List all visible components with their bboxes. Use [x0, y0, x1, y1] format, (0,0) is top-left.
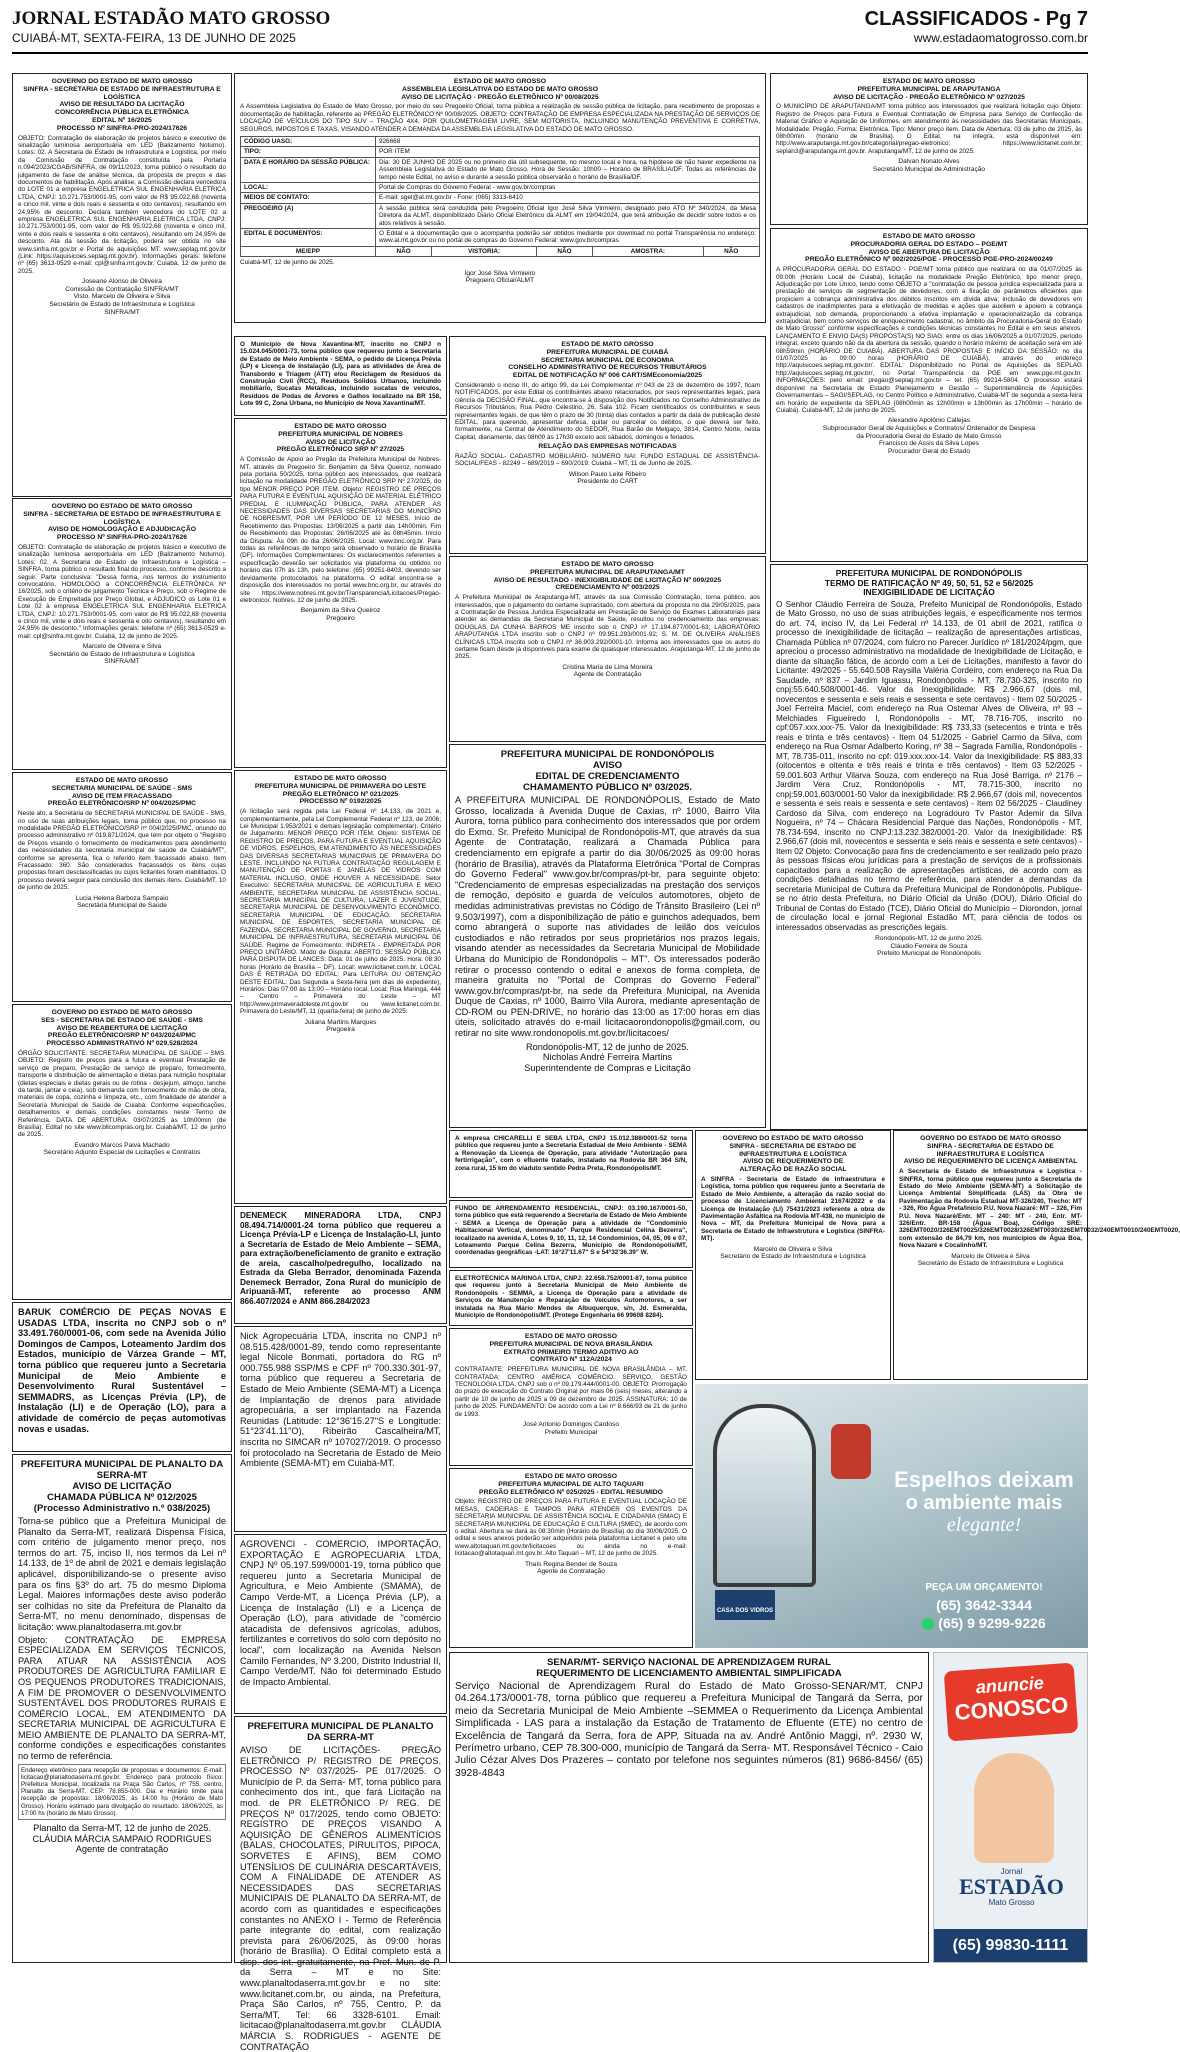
notice-date: Cuiabá-MT, 12 de junho de 2025. — [240, 259, 335, 267]
line: Superintendente de Compras e Licitação — [524, 1062, 691, 1073]
notice-cart-notificacao — [449, 336, 766, 554]
notice-body: Neste ato, a Secretária de SECRETARIA MUNICIPAL DE SAÚDE - SMS, no uso de suas atribuições legais, torna público que, no processo na modalidade PREGÃO ELETRÔNICO/SRP nº 004/2025/PMC, oriundo do processo administrativo nº 019.871/2024, que tem por objeto o "Registro de Preços visando o fornecimento de medicamentos para atendimento das necessidades da secretaria municipal de saúde de Cuiabá/MT", conforme se apresenta, fica o referido item fracassado abaixo. Item Fracassado: 360. São considerados fracassados os itens cujas propostas foram desclassificadas ou cujos licitantes foram inabilitados. O processo deverá seguir para conclusão dos demais itens. Cuiabá/MT, 10 de junho de 2025. — [18, 810, 226, 892]
table-value: Portal de Compras do Governo Federal - www.gov.br/compras — [375, 183, 759, 193]
logo-main: ESTADÃO — [959, 1874, 1064, 1899]
line: da Procuradoria Geral do Estado de Mato Grosso — [856, 432, 1002, 440]
line: CHAMADA PÚBLICA Nº 012/2025 — [47, 1492, 197, 1503]
notice-araputanga-credenciamento — [449, 556, 766, 742]
line: Prefeito Municipal de Rondonópolis — [877, 950, 981, 958]
notice-signature — [455, 664, 760, 679]
notice-header — [776, 569, 1082, 598]
line: Lucia Helena Barboza Sampaio — [75, 894, 169, 902]
table-key: PREGOEIRO (A) — [241, 203, 376, 228]
notice-body: (A licitação será regida pela Lei Federal nº 14.133, de 2021 e, complementarmente, pela Lei Complementar Federal nº 123, de 2006; Lei Municipal 1.953/2021 e demais legislação complementar). Critério de Julgamento: MENOR PREÇO POR ITEM. Objeto: SISTEMA DE REGISTRO DE PREÇOS, PARA FUTURA E EVENTUAL AQUISIÇÃO DE VIDROS, ESPELHOS, EM ATENDIMENTO ÀS NECESSIDADES DAS DIVERSAS SECRETARIAS MUNICIPAIS DE PRIMAVERA DO LESTE. INCLUINDO NA FUTURA CONTRATAÇÃO REGULAGEM E MANUTENÇÃO DE PORTAS E JANELAS DE VIDROS COM MATERIAL INCLUSO, ONDE HOUVER A NECESSIDADE. Setor Executivo: SECRETARIA MUNICIPAL DE AGRICULTURA E MEIO AMBIENTE, SECRETARIA MUNICIPAL DE ASSISTÊNCIA SOCIAL, SECRETARIA MUNICIPAL DE CULTURA, LAZER E JUVENTUDE, SECRETARIA MUNICIPAL DE DESENVOLVIMENTO ECONÔMICO, SECRETARIA MUNICIPAL DE EDUCAÇÃO, SECRETARIA MUNICIPAL DE ESPORTES, SECRETARIA MUNICIPAL DE FAZENDA, SECRETARIA MUNICIPAL DE GOVERNO, SECRETARIA MUNICIPAL DE INFRAESTRUTURA, SECRETARIA MUNICIPAL DE SAÚDE. Regime de Fornecimento: INDIRETA - EMPREITADA POR PREÇO UNITÁRIO. Modo de Disputa: ABERTO. SESSÃO PÚBLICA PARA DISPUTA DE LANCES: Data: 01 de julho de 2025. Hora: 08:30 horas (Horário de Brasília – DF). Local: www.licitanet.com.br. LOCAL DAS E RETIRADA DO EDITAL: Para LEITURA OU OBTENÇÃO DESTE EDITAL: Das Segunda a Sexta-feira (em dias de expediente), Horários: Das 07:00 às 13:00 – Horário local. Local: Rua Maringá, 444 – Centro – Primavera do Leste – MT http://www.primaveradoleste.mt.gov.br ou www.licitanet.com.br. Primavera do Leste/MT, 11 (quarta-feira) de junho de 2025. — [240, 808, 441, 1016]
table-value: A sessão pública será conduzida pelo Pregoeiro Oficial Igor José Silva Virmieiro, designado pelo ATO Nº 340/2024, da Mesa Diretora da ALMT, disponibilizado Diário Oficial Eletrônico da ALMT em 19/04/2024, que terá atribuição de decidir sobre todos e os atos relativos à sessão. — [375, 203, 759, 228]
line: PROCESSO ADMINISTRATIVO Nº 029.528/2024 — [46, 1040, 198, 1048]
whatsapp-icon — [922, 1618, 934, 1630]
line: PREFEITURA MUNICIPAL DE NOVA BRASILÂNDIA — [489, 1340, 653, 1348]
casa-dos-vidros-logo: CASA DOS VIDROS — [715, 1590, 775, 1620]
notice-alto-taquari — [449, 1468, 693, 1648]
notice-signature — [240, 607, 441, 622]
table-row — [241, 183, 760, 193]
line: ALTERAÇÃO DE RAZÃO SOCIAL — [739, 1166, 847, 1174]
logo-badge — [831, 1424, 871, 1479]
line: SECRETARIA MUNICIPAL DE SAÚDE - SMS — [51, 784, 193, 792]
notice-pge — [770, 228, 1088, 562]
notice-body: A PREFEITURA MUNICIPAL DE RONDONÓPOLIS, Estado de Mato Grosso, localizada à Avenida Duque de Caxias, nº 1000, Bairro Vila Aurora, torna público para conhecimento dos interessados que por ordem do Exmo. Sr. Prefeito Municipal de Rondonópolis-MT, que através da sua Agente de Contratação, realizará a Chamada Pública para credenciamento em epígrafe a partir do dia 30/06/2025 às 09:00 horas (horário de Brasília), através da Plataforma Eletrônica "Portal de Compras do Governo Federal" www.gov.br/compras/pt-br, para seguinte objeto: "Credenciamento de empresas especializadas na prestação dos serviços de remoção, depósito e guarda de veículos automotores, objeto de medidas administrativas previstas no Código de Trânsito Brasileiro (Lei nº 9.503/1997), com a disponibilização de pátio e guinchos adequados, bem como abrangerá o suporte nas atividades de leilão dos veículos custodiados e não retirados por seus proprietários nos prazos legais, visando atender as necessidades da Secretaria Municipal de Mobilidade Urbana do Município de Rondonópolis – MT". Os interessados poderão retirar o processo contendo o edital e anexos de forma completa, de maneira gratuita no "Portal de Compras do Governo Federal" www.gov.br/compras/pt-br, na sede da Prefeitura Municipal, na Avenida Duque de Caxias, nº 1000, Bairro Vila Aurora, mediante apresentação de CD-ROM ou PEN-DRIVE, no horário das 13:00 as 17:00 horas em dias úteis, solicitado através do e-mail licitacaorondonopolis@gmail.com, ou retirar no site www.rondonopolis.mt.gov.br/licitacoes/ — [455, 795, 760, 1039]
line: AVISO — [592, 760, 623, 771]
line: Pregoeiro Oficial/ALMT — [465, 277, 535, 285]
notice-table-footer — [241, 246, 760, 256]
line: Presidente do CART — [577, 478, 638, 486]
notice-sinfra-razao-social — [695, 1130, 891, 1380]
notice-header — [18, 1459, 226, 1514]
notice-header — [240, 78, 760, 101]
line: Marcelo de Oliveira e Silva — [951, 1252, 1030, 1260]
notice-body: O Senhor Cláudio Ferreira de Souza, Prefeito Municipal de Rondonópolis, Estado de Mato Grosso, no uso de suas atribuições legais, e especificamente nos termos do art. 74, inciso IV, da Lei Federal nº 14.133, de 01 abril de 2021, ratifica o processo de inexigibilidade de licitação – realização de apresentações artísticas, Chamada Pública nº 07/2024, com fulcro no Parecer Jurídico nº 181/2024/pgm, que apreciou o processo administrativo na modalidade de Inexigibilidade de Licitação, e diante da situação fática, de acordo com a Lei de Licitações, manifesto a favor do Licitante: 49/2025 - 55.640.508 Raysilla Valéria Cordeiro, com endereço na Rua Da Saudade, nº 837 – Jardim Iguassu, Rondonópolis - MT, 78.730-325, inscrito no cnpj:55.640.508/0001-46. Valor da Inexigibilidade: R$ 2.966,67 (dois mil, novecentos e sessenta e seis reais e sessenta e sete centavos) - Item 02 50/2025 - Joel Ferreira Maciel, com endereço na Rua Ostemar Alves de Oliveira, nº 93 – Melchiades Figueiredo I, Rondonópolis - MT, 78.716-705, inscrito no cpf:057.xxx.xxx-75. Valor da Inexigibilidade: R$ 733,33 (setecentos e trinta e três reais e trinta e três centavos) - Item 04 51/2025 - Gabriel Carmo da Silva, com endereço na Rua Osmar Adalberto Koring, nº 38 – Sagrada Família, Rondonópolis - MT, 78.735-011, inscrito no cpf: 019.xxx.xxx-14. Valor da Inexigibilidade: R$ 883,33 (oitocentos e oitenta e três reais e trinta e três centavos) - Item 03 52/2025 - 59.001.603 Arthur Vilarva Souza, com endereço na Rua José Barriga, nº 2176 – Jardim Vera Cruz, Rondonópolis - MT, 78.715-300, inscrito no cnpj:59.001.603/0001-50 Valor da inexigibilidade: R$ 2.966,67 (dois mil, novecentos e sessenta e seis reais e sessenta e sete centavos) - Item 02 56/2025 - Claudiney Cardoso da Silva, com endereço na Logradouro Tv Pastor Ademir da Silva Nogueira, nº 74 – Chácara Residencial Parque das Nações, Rondonópolis - MT, 78.734-594, inscrito no CNPJ:13.232.382/0001-20. Valor da Inexigibilidade: R$ 2.966,67 (dois mil, novecentos e sessenta e seis reais e sessenta e sete centavos) - Item 02 Objeto: Convocação para fins de credenciamento e ser realizado pelo prazo às pessoas físicas e/ou jurídicas para a prestação de serviços de a profissionais capacitados para a realização de apresentações artísticas, de acordo com as condições detalhadas no termo de referência, para atender a demandas da secretaria Municipal de Cultura da Prefeitura Municipal de Rondonópolis. Publique-se no átrio desta Prefeitura, no Diário Oficial da União (DOU), Diário Oficial do Tribunal de Contas do Estado (TCE), Diário Oficial do Município – Diorondon, jornal de circulação local e jornal Regional Estadão MT, para ciência de todos os interessados observadas as prescrições legais. — [776, 599, 1082, 932]
table-value: 926668 — [375, 137, 759, 147]
line: PREGÃO ELETRÔNICO/SRP Nº 043/2024/PMC — [47, 1032, 197, 1040]
notice-nobres — [234, 418, 447, 768]
notice-body: OBJETO: Contratação de elaboração de projetos básico e executivo de sinalização luminosa aeroportuária em LED (Balizamento Noturno). Lotes: 02. A Secretaria de Estado de Infraestrutura e Logística, por meio da Comissão de Contratação constituída pela Portaria n.094/2023/CGAB/SINFRA, de 09/11/2023, torna público o resultado do julgamento de fase de análise técnica, da proposta de preços e das documentos de habilitação. Após análise, a Comissão declara vencedora do LOTE 01 a empresa ENGELETRICA SUL ENGENHARIA ELETRICA LTDA, CNPJ: 10.271.753/0001-95, com valor de R$ 95.022,68 (noventa e cinco mil, vinte e dois reais e sessenta e oito centavos), resultando em 24,95% de desconto. Declara também vencedora do LOTE 02 a empresa ENGELETRICA SUL ENGENHARIA ELETRICA LTDA, CNPJ: 10.271.753/0001-95, com valor de R$ 95.022,68 (noventa e cinco mil, vinte e dois reais e sessenta e oito centavos), resultando em 24,95% de desconto. Ata da sessão da licitação, poderá ser obtida no site www.sinfra.mt.gov.br e Portal de aquisições MT: www.seplag.mt.gov.br (Link: https://aquisicoes.seplag.mt.gov.br). Informações gerais: telefone nº (65) 3613-0529 e-mail: cpl@sinfra.mt.gov.br. Cuiabá, 12 de junho de 2025. — [18, 134, 226, 275]
table-value: E-mail: sgel@al.mt.gov.br - Fone: (065) 3313-6410 — [375, 193, 759, 203]
line: PREFEITURA MUNICIPAL DE ALTO TAQUARI — [498, 1480, 644, 1488]
notice-agrovenci — [234, 1534, 447, 1714]
line: PREGÃO ELETRÔNICO Nº 002/2025/PGE - PROCESSO PGE-PRO-2024/00249 — [805, 256, 1053, 264]
line: ESTADO DE MATO GROSSO — [882, 233, 976, 240]
table-footer-cell: NÃO — [375, 246, 431, 256]
notice-signature — [455, 1042, 760, 1074]
line: Secretário de Estado de Infraestrutura e Logística — [720, 1253, 866, 1261]
notice-chicarelli — [449, 1130, 693, 1198]
notice-fundo-arrendamento — [449, 1200, 693, 1268]
line: AVISO DE ABERTURA DE LICITAÇÃO — [868, 248, 990, 256]
mirror-illustration — [713, 1404, 816, 1587]
notice-body: BARUK COMÉRCIO DE PEÇAS NOVAS E USADAS LTDA, inscrita no CNPJ sob o nº 33.491.760/0001-06, com sede na Avenida Júlio Domingos de Campos, Loteamento Jardim dos Estados, município de Várzea Grande – MT, torna público que requereu junto a Secretaria Municipal de Meio Ambiente e Desenvolvimento Rural Sustentável – SEMMADRS, as Licenças Prévia (LP), de Instalação (LI) e de Operação (LO), para a atividade de comércio de peças automotivas novas e usadas. — [18, 1307, 226, 1434]
notice-body: A Comissão de Apoio ao Pregão da Prefeitura Municipal de Nobres-MT, através do Pregoeiro Sr. Benjamim da Silva Queiroz, nomeado pela portaria 50/2025, torna público aos interessados, que realizará licitação na modalidade PREGÃO ELETRÔNICO SRP Nº 27/2025, do tipo MENOR PREÇO POR ITEM. Objeto: REGISTRO DE PREÇOS PARA FUTURA E EVENTUAL AQUISIÇÃO DE MATERIAL ELÉTRICO PREDIAL E ILUMINAÇÃO PÚBLICA, PARA ATENDER AS NECESSIDADES DAS DIVERSAS SECRETARIAS DO MUNICÍPIO DE NOBRES/MT, POR UM PERÍODO DE 12 MESES. Início de Recebimento das Propostas: 13/06/2025 a partir das 14h00min. Fim de Recebimento das Propostas: 26/06/2025 até às 08h45min. Início da Disputa: Às 09h do dia 26/06/2025. Local: www.bnc.org.br. Para todas as referências de tempo será observado o horário de Brasília (DF). Informações Complementares: Os esclarecimentos referentes a especificação deverão ser solicitados via plataforma ou obtidos no horário das 07h às 13h, pelo telefone: (65) 99251-8403, devendo ser devidamente protocolados na plataforma. O edital encontra-se a disposição dos interessados no portal www.bnc.org.br, ou através do site https://www.nobres.mt.gov.br/Transparencia/Licitacoes/Pregao-eletronico/. Nobres, 12 de junho de 2025. — [240, 456, 441, 604]
line: Secretário de Estado de Infraestrutura e Logística — [49, 650, 195, 658]
notice-body: O Município de Nova Xavantina-MT, inscrito no CNPJ n 15.024.045/0001-73, torna público que requereu junto a Secretaria de Estado de Meio Ambiente - SEMA, o pedido de Licença Prévia (LP) e Licença de Instalação (LI), para as atividades de Área de Transbordo e Triagem (ATT) e/ou Reciclagem de Resíduos da Construção Civil (RCC), Resíduos Sólidos Urbanos, incluindo mobiliário, Sucatas Metálicas, incluindo sucatas de veículos, Resíduos de Podas de Árvores e Galhos localizado na BR 158, Lote 99 C, Zona Urbana, no Município de Nova Xavantina/MT. — [240, 341, 441, 408]
notice-header — [18, 777, 226, 808]
notice-body: CONTRATANTE: PREFEITURA MUNICIPAL DE NOVA BRASILÂNDIA – MT. CONTRATADA: CENTRO AMÉRICA COMÉRCIO, SERVIÇO, GESTÃO TECNOLOGIA LTDA, CNPJ sob o nº 09.179.444/0001-00. OBJETO: Prorrogação do prazo de execução do Contrato Original por mais 06 (seis) meses, alterando a partir de 10 de junho de 2025 a 09 de dezembro de 2025. ASSINATURA: 10 de junho de 2025. FUNDAMENTO: De acordo com a Lei nº 8.666/93 de 21 de junho de 1993. — [455, 1366, 687, 1418]
line: PREFEITURA MUNICIPAL DE NOBRES — [278, 430, 403, 438]
notice-body: Nick Agropecuária LTDA, inscrita no CNPJ nº 08.515.428/0001-89, tendo como representante legal Nicole Bonmati, portadora do RG nº 000.755.988 SSP/MS e CPF nº 700.330.301-97, torna público que requereu a Secretaria de Estado de Meio Ambiente (SEMA-MT) a Licença de Implantação de drenos para atividade agropecuária, a ser implantado na Fazenda Reunidas (Latitude: 12°36'15.27"S e Longitude: 51°23'41.11"O), Ribeirão Cascalheira/MT, inscrita no SIMCAR nº 107027/2019. O processo foi protocolado na Secretaria de Estado de Meio Ambiente (SEMA-MT) em Cuiabá-MT. — [240, 1331, 441, 1469]
ad-phone-2-wrap[interactable] — [885, 1615, 1083, 1631]
notice-sms-item-fracassado — [12, 772, 232, 1002]
table-row — [241, 193, 760, 203]
line: PREFEITURA MUNICIPAL DE RONDONÓPOLIS — [500, 749, 715, 760]
line: PREFEITURA MUNICIPAL DE ARAPUTANGA/MT — [530, 568, 685, 576]
line: Cristina Maria de Lima Moreira — [562, 663, 653, 671]
notice-ses-reabertura — [12, 1004, 232, 1300]
dateline: CUIABÁ-MT, SEXTA-FEIRA, 13 DE JUNHO DE 2025 — [12, 31, 296, 45]
line: INEXIGIBILIDADE DE LICITAÇÃO — [863, 587, 995, 598]
notice-info: Endereço eletrônico para recepção de propostas e documentos: E-mail: licitacao@planaltodaserra.mt.gov.br. Endereço para protocolo físico: Prefeitura Municipal, localizada na Praça São Carlos, nº 755, centro, Planalto da Serra-MT. CEP: 78.855-000. Dia e Horário limite para recepção de propostas: 18/06/2025, às 14:00 hs (Horário de Mato Grosso). Horário estimado para divulgação do resultado: 18/06/2025, às 17:00 hs (horário de Mato Grosso). — [18, 1764, 226, 1820]
line: Subprocurador Geral de Aquisições e Contratos/ Ordenador de Despesa — [822, 424, 1036, 432]
line: Francisco de Assis da Silva Lopes — [878, 440, 980, 448]
section-title: CLASSIFICADOS - Pg 7 — [864, 8, 1088, 30]
table-row — [241, 137, 760, 147]
notice-body: Torna-se público que a Prefeitura Municipal de Planalto da Serra-MT, realizará Dispensa Física, com critério de julgamento menor preço, nos termos do art. 75, inciso II, nos termos da Lei nº 14.133, de 1º de abril de 2021 e demais legislação aplicável, disponibilizando-se o presente aviso para os fins §3º do art. 75 do mesmo Diploma Legal. Maiores informações deste aviso poderão ser colhidas no site da Prefeitura de Planalto da Serra-MT, no menu denominado, dispensas de licitação: www.planaltodaserra.mt.gov.br — [18, 1516, 226, 1632]
line: EXTRATO PRIMEIRO TERMO ADITIVO AO — [503, 1348, 639, 1356]
ad-phone-1[interactable]: (65) 3642-3344 — [936, 1597, 1032, 1613]
line: SES - SECRETARIA DE ESTADO DE SAÚDE - SMS — [41, 1016, 203, 1024]
notice-signature — [240, 1019, 441, 1034]
notice-header — [18, 1009, 226, 1048]
line: Pregoeira — [326, 1026, 355, 1034]
ad-phone[interactable]: (65) 99830-1111 — [934, 1929, 1087, 1962]
notice-header — [701, 1135, 885, 1174]
line: Dalvan Nonato Alves — [898, 158, 960, 166]
line: AVISO DE LICITAÇÃO - PREGÃO ELETRÔNICO Nº 00/08/2025 — [401, 93, 599, 101]
line: ESTADO DE MATO GROSSO — [561, 561, 654, 568]
line: PROCURADORIA GERAL DO ESTADO – PGE/MT — [850, 240, 1008, 248]
notice-body: DENEMECK MINERADORA LTDA, CNPJ 08.494.714/0001-24 torna público que requereu a Licença Prévia-LP e Licença de Instalação-LI, junto a Secretaria de Estado de Meio Ambiente – SEMA, para extração/beneficiamento de granito e extração de areia, cascalho/pedregulho, localizado na Estrada da Gleba Berrador, denominada Fazenda Denemeck Berrador, Zona Rural do município de Aripuanã-MT, referente ao processo ANM 866.407/2024 e ANM 866.284/2023 — [240, 1211, 441, 1306]
notice-body: ELETROTECNICA MARINGA LTDA, CNPJ: 22.658.752/0001-87, torna público que requereu junto à Secretaria Municipal de Meio Ambiente de Rondonópolis - SEMMA, a Licença de Operação para a atividade de Serviços de Manutenção e Reparação de Veículos Automotores, a ser instalada na Rua Mário Mendes de Albuquerque, s/n, Jd. Esmeralda, Município de Rondonópolis/MT. (Protege Engenharia 66 99608 8284). — [455, 1275, 687, 1320]
notice-header — [18, 78, 226, 133]
line: SENAR/MT- SERVIÇO NACIONAL DE APRENDIZAGEM RURAL — [547, 1657, 831, 1668]
ad-headline-line-2: o ambiente mais — [905, 1492, 1063, 1514]
notice-signature — [701, 1246, 885, 1261]
line: SINFRA/MT — [104, 658, 140, 666]
line: PREGÃO ELETRÔNICO SRP Nº 27/2025 — [276, 446, 405, 454]
line: SINFRA - SECRETARIA DE ESTADO DE INFRAESTRUTURA E LOGÍSTICA — [23, 510, 221, 526]
line: EDITAL Nº 16/2025 — [92, 116, 152, 124]
line: Visto. Marcelo de Oliveira e Silva — [73, 293, 171, 301]
table-row — [241, 203, 760, 228]
line: EDITAL DE NOTIFICAÇÃO Nº 006 CART/SMEconomia/2025 — [512, 372, 703, 380]
ad-headline-line-3: elegante! — [946, 1514, 1022, 1536]
notice-table — [240, 136, 760, 257]
notice-signature — [776, 935, 1082, 958]
notice-senar — [449, 1652, 929, 1963]
line: Marcelo de Oliveira e Silva — [82, 643, 162, 651]
line: ESTADO DE MATO GROSSO — [524, 1473, 618, 1480]
table-footer-cell: VISTORIA: — [432, 246, 536, 256]
line: ESTADO DE MATO GROSSO — [294, 775, 387, 782]
line: CONSELHO ADMINISTRATIVO DE RECURSOS TRIBUTÁRIOS — [508, 364, 707, 372]
line: Rondonópolis-MT, 12 de junho 2025. — [875, 935, 983, 943]
line: ESTADO DE MATO GROSSO — [294, 423, 387, 430]
line: Prefeito Municipal — [544, 1428, 598, 1436]
line: Secretário Adjunto Especial de Licitações e Contratos — [43, 1149, 201, 1157]
line: GOVERNO DO ESTADO DE MATO GROSSO — [51, 1009, 193, 1016]
line: PREFEITURA MUNICIPAL DE PLANALTO DA SERRA-MT — [247, 1721, 434, 1743]
line: Juliana Martins Marques — [304, 1018, 377, 1026]
line: Marcelo de Oliveira e Silva — [753, 1245, 833, 1253]
line: Planalto da Serra-MT, 12 de junho de 2025. — [33, 1823, 211, 1834]
ad-headline — [885, 1468, 1083, 1536]
line: AVISO DE LICITAÇÃO — [305, 438, 376, 446]
line: Comissão de Contratação SINFRA/MT — [65, 285, 179, 293]
line: José Antonio Domingos Cardoso — [522, 1421, 620, 1429]
line: Igor José Silva Virmieiro — [464, 269, 536, 277]
notice-planalto-chamada — [12, 1454, 232, 1963]
line: PREFEITURA MUNICIPAL DE RONDONÓPOLIS — [835, 568, 1023, 578]
line: ESTADO DE MATO GROSSO — [75, 777, 169, 784]
ad-cta: PEÇA UM ORÇAMENTO! — [925, 1582, 1043, 1593]
notice-signature — [240, 270, 760, 285]
notice-body: OBJETO: Contratação de elaboração de projetos básico e executivo de sinalização luminosa aeroportuária em LED (Balizamento Noturno). Lotes: 02. A Secretaria de Estado de Infraestrutura e Logística – SINFRA, torna público o resultado final do processo, conforme descrito a seguir. Parte conclusiva: "Dessa forma, nos termos do instrumento convocatório, HOMOLOGO a CONCORRÊNCIA ELETRÔNICA Nº 16/2025, sob o critério de julgamento Técnica e Preço, sob o Regime de Execução de Empreitada por Preço Global, e ADJUDICO os Lote 01 e Lote 02 à empresa ENGELETRICA SUL ENGENHARIA ELETRICA LTDA, CNPJ: 10.271.753/0001-95, com valor de R$ 95.022,68 (noventa e cinco mil, vinte e dois reais e sessenta e oito centavos), resultando em 24,95% de desconto." Informações gerais: telefone nº (65) 3613-0529 e-mail: cpl@sinfra.mt.gov.br. Cuiabá, 12 de junho de 2025. — [18, 543, 226, 640]
notice-signature — [18, 643, 226, 666]
notice-signature — [776, 158, 1082, 173]
notice-header — [240, 423, 441, 454]
line: AVISO DE REQUERIMENTO DE LICENÇA AMBIENTAL — [903, 1158, 1078, 1166]
line: Joseane Alonso de Oliveira — [82, 278, 162, 286]
line: TERMO DE RATIFICAÇÃO Nº 49, 50, 51, 52 e 56/2025 — [824, 577, 1034, 588]
notice-body: Considerando o inciso III, do artigo 99, da Lei Complementar nº 043 de 23 de dezembro de 1997, ficam NOTIFICADOS, por este Edital os contribuintes abaixo relacionados, por seus representantes legais, para ciência da DECISÃO FINAL, que encontra-se à disposição dos Notificados no Conselho Administrativo de Recursos Tributários, Rua Pedro Celestino, 26, Sala 102. Ficam cientificados os contribuintes e seus representantes legais, de que têm o prazo de 30 (trinta) dias contados a partir da data de publicação deste EDITAL, para querendo, apresentar defesa, quitar ou parcelar os débitos, o que deverá ser feito, formalmente, na Central de Atendimento do SEDOR, Rua Barão de Melgaço, 3814, Centro Norte, nesta Capital, diariamente, das 08h00 às 17h30 exceto aos sábados, domingos e feriados. — [455, 381, 760, 441]
line: Secretária Municipal de Saúde — [77, 902, 167, 910]
line: ESTADO DE MATO GROSSO — [453, 78, 547, 85]
table-key: CÓDIGO UASG: — [241, 137, 376, 147]
line: Procurador Geral do Estado — [887, 447, 971, 455]
line: Nicholas André Ferreira Martins — [542, 1052, 673, 1063]
notice-header — [776, 233, 1082, 264]
notice-header — [455, 1333, 687, 1364]
line: Agente de Contratação — [573, 671, 642, 679]
table-key: EDITAL E DOCUMENTOS: — [241, 229, 376, 247]
line: GOVERNO DO ESTADO DE MATO GROSSO — [722, 1135, 864, 1142]
line: SINFRA/MT — [104, 308, 140, 316]
notice-header — [240, 775, 441, 806]
line: PROCESSO Nº 0192/2025 — [299, 798, 382, 806]
notice-sinfra-licenca — [893, 1130, 1180, 1380]
ad-phone-2: (65) 9 9299-9226 — [938, 1615, 1046, 1631]
masthead-left — [12, 8, 330, 46]
line: SINFRA - SECRETARIA DE ESTADO DE INFRAESTRUTURA E LOGÍSTICA — [729, 1142, 857, 1158]
line: PREGÃO ELETRÔNICO/SRP Nº 004/2025/PMC — [47, 800, 197, 808]
line: PREFEITURA MUNICIPAL DE ARAPUTANGA — [857, 85, 1001, 93]
notice-sinfra-homologacao — [12, 498, 232, 770]
notice-header — [18, 503, 226, 542]
notice-header — [455, 749, 760, 793]
line: AVISO DE HOMOLOGAÇÃO E ADJUDICAÇÃO — [47, 526, 197, 534]
notice-araputanga-pregao — [770, 73, 1088, 225]
table-footer-cell: NÃO — [536, 246, 592, 256]
line: ESTADO DE MATO GROSSO — [882, 78, 976, 85]
notice-body: Objeto: REGISTRO DE PREÇOS PARA FUTURA E EVENTUAL LOCAÇÃO DE MESAS, CADEIRAS E TAMPOS PARA ATENDER OS EVENTOS DA SECRETARIA MUNICIPAL DE ASSISTÊNCIA SOCIAL E CIDADANIA (SMAC) E SECRETARIA MUNICIPAL DE EDUCAÇÃO E CULTURA (SMEC), de acordo com o edital. Abertura se dará às 08:30min (Horário de Brasília) do dia 30/06/2025. O edital e seus anexos poderão ser adquiridos pela plataforma Licitanet e pelo site www.altotaquari.mt.gov.br/licitacoes ou ainda no e-mail: licitacao@altotaquari.mt.gov.br. Alto Taquari – MT, 12 de junho de 2025. — [455, 1498, 688, 1558]
notice-signature — [18, 1823, 226, 1855]
notice-sinfra-resultado — [12, 73, 232, 497]
line: ASSEMBLEIA LEGISLATIVA DO ESTADO DE MATO GROSSO — [402, 85, 598, 93]
line: CONTRATO Nº 112A/2024 — [530, 1356, 612, 1364]
estadao-logo — [942, 1867, 1081, 1907]
masthead-right — [865, 8, 1088, 46]
notice-nova-xavantina — [234, 336, 447, 416]
notice-header — [455, 1473, 687, 1496]
line: AVISO DE REQUERIMENTO DE — [742, 1158, 844, 1166]
line: PROCESSO Nº SINFRA-PRO-2024/17626 — [56, 124, 188, 132]
notice-object: Objeto: CONTRATAÇÃO DE EMPRESA ESPECIALIZADA EM SERVIÇOS TÉCNICOS, PARA ATUAR NA ASSISTÊNCIA AOS PRODUTORES DE AGRICULTURA FAMILIAR E OS PEQUENOS PRODUTORES TRADICIONAIS, A FIM DE PROMOVER O DESENVOLVIMENTO SUSTENTÁVEL DOS PRODUTORES RURAIS E COMÉRCIO LOCAL, EM ATENDIMENTO DA SECRETARIA MUNICIPAL DE AGRICULTURA E MEIO AMBIENTE DE PLANALTO DA SERRA-MT, conforme condições e especificações constantes no termo de referência. — [18, 1634, 226, 1762]
line: CREDENCIAMENTO Nº 003/2025 — [555, 584, 660, 592]
notice-rondonopolis-ratificacao — [770, 564, 1088, 1130]
line: Secretário de Estado de Infraestrutura e Logística — [49, 301, 195, 309]
notice-body: ÓRGÃO SOLICITANTE: SECRETARIA MUNICIPAL DE SAÚDE – SMS. OBJETO: Registro de preços para a futura e eventual Prestação de serviço de preparo, Prestação de serviço de preparo, fornecimento, transporte e distribuição de alimentação e dietas para nutrição hospitalar (dietas especiais e dietas gerais ou de rotina - desjejum, almoço, lanche da tarde, jantar e ceia), sob demanda com fornecimento de mão de obra, materiais de copa, cozinha e limpeza, etc., com finalidade de atender a Secretaria Municipal de Saúde de Cuiabá. Conforme especificações, detalhamentos e demais condições constantes neste Termo de Referência. DATA DE ABERTURA: 03/07/2025 às 10h00min (de Brasília). Edital no site www.bllcompras.org.br. Cuiabá/MT, 12 de junho de 2025. — [18, 1049, 226, 1139]
table-row — [241, 229, 760, 247]
line: CONCORRÊNCIA PÚBLICA ELETRÔNICA — [55, 109, 189, 117]
line: ESTADO DE MATO GROSSO — [524, 1333, 618, 1340]
table-key: MEIOS DE CONTATO: — [241, 193, 376, 203]
table-row — [241, 157, 760, 182]
ad-badge — [944, 1663, 1079, 1742]
line: CLÁUDIA MÁRCIA SAMPAIO RODRIGUES — [32, 1833, 212, 1844]
notice-body: O MUNICÍPIO DE ARAPUTANGA/MT torna público aos interessados que realizará licitação cujo Objeto: Registro de Preços para Futura e Eventual Contratação de Empresa para Serviço de Confecção de Material Gráfico e Aquisição de Uniformes, em atendimento às necessidades das Secretarias Municipais, Modalidade: Pregão. Forma: Eletrônica. Tipo: Menor preço item. Data de Abertura: 03 de julho de 2025, às 08h00min (horário de Brasília). O Edital, na íntegra, está disponível em: http://www.araputanga.mt.gov.br/categorial/pregao-eletronico; https://www.licitanet.com.br; seplan3@araputanga.mt.gov.br. Araputanga/MT, 12 de junho de 2025. — [776, 103, 1082, 155]
logo-small: Jornal — [1000, 1867, 1023, 1876]
notice-body: AVISO DE LICITAÇÕES- PREGÃO ELETRÔNICO P/ REGISTRO DE PREÇOS. PROCESSO Nº 037/2025- PE 017/2025. O Município de P. da Serra- MT, torna público para conhecimento dos int., que fará Licitação na mod. de PR ELETRÔNICO P/ REG. DE PREÇOS Nº 017/2025, tendo como OBJETO: REGISTRO DE PREÇOS VISANDO A AQUISIÇÃO DE GÊNEROS ALIMENTÍCIOS (BALAS, CHOCOLATES, PIRULITOS, PIPOCA, SORVETES E AFINS), BEM COMO UTENSÍLIOS DE CULINÁRIA DESCARTÁVEIS, COM A FINALIDADE DE ATENDER AS NECESSIDADES DAS SECRETARIAS MUNICIPAIS DE PLANALTO DA SERRA-MT, de acordo com as quantidades e especificações constantes no ANEXO I - Termo de Referência parte integrante do edital, com realização prevista para 26/06/2025, às 09:00 horas (horário de Brasília). O Edital completo está a disp. dos int. gratuitamente, na Pref. Mun. de P. da Serra – MT e no Site: www.planaltodaserra.mt.gov.br e no site: www.licitanet.com.br, ou ainda, na Prefeitura, Praça São Carlos, nº 755, Centro, P. da Serra/MT, Tel: 66 3328-6101. Email: licitacao@planaltodaserra.mt.gov.br CLÁUDIA MÁRCIA S. RODRIGUES - AGENTE DE CONTRATAÇÃO — [240, 1745, 441, 2052]
logo-sub: Mato Grosso — [988, 1898, 1035, 1907]
line: Wilson Paulo Leite Ribeiro — [568, 470, 647, 478]
notice-baruk — [12, 1302, 232, 1452]
table-footer-cell: AMOSTRA: — [593, 246, 703, 256]
notice-header — [455, 341, 760, 380]
newspaper-title: JORNAL ESTADÃO MATO GROSSO — [12, 8, 331, 29]
line: Alexandre Apolônio Callejas — [887, 417, 971, 425]
line: AVISO DE ITEM FRACASSADO — [72, 792, 172, 800]
line: GOVERNO DO ESTADO DE MATO GROSSO — [51, 78, 193, 85]
line: PREFEITURA MUNICIPAL DE CUIABÁ — [546, 348, 669, 356]
ad-anuncie-conosco[interactable] — [933, 1652, 1088, 1963]
table-key: DATA E HORÁRIO DA SESSÃO PÚBLICA: — [241, 157, 376, 182]
line: Agente de Contratação — [537, 1568, 605, 1576]
line: Evandro Marcos Paiva Machado — [74, 1141, 170, 1149]
notice-body: A SINFRA - Secretaria de Estado de Infraestrutura e Logística, torna público que requereu junto a Secretaria de Estado de Meio Ambiente, a alteração da razão social do processo de Licenciamento Ambiental 21674/2022 e da Licença de Instalação (LI) 75431/2023 referente a obra de Pavimentação Asfáltica na Rodovia MT-438, no município de Nova – MT, da Prefeitura Municipal de Nova para a Secretaria de Estado de Infraestrutura e Logística (SINFRA-MT). — [701, 1175, 885, 1243]
notice-body: A Assembleia Legislativa do Estado de Mato Grosso, por meio do seu Pregoeiro Oficial, torna pública a realização de sessão pública de licitação, para recebimento de propostas e documentação de habilitação, referente ao PREGÃO ELETRÔNICO Nº 00/08/2025. OBJETO: CONTRATAÇÃO DE EMPRESA ESPECIALIZADA NA PRESTAÇÃO DE SERVIÇOS DE LOCAÇÃO DE VEÍCULOS DO TIPO SUV – TRAÇÃO 4X4, POR QUILOMETRAGEM LIVRE, SEM MOTORISTA, INCLUINDO MANUTENÇÃO PREVENTIVA E CORRETIVA, SEGUROS, IMPOSTOS E TAXAS, VISANDO ATENDER A DEMANDA DA ASSEMBLEIA LEGISLATIVA DO ESTADO DE MATO GROSSO. — [240, 103, 760, 133]
line: Thaís Regina Bender de Souza — [524, 1560, 617, 1568]
table-row — [241, 147, 760, 157]
line: PREFEITURA MUNICIPAL DE PRIMAVERA DO LESTE — [254, 782, 427, 790]
line: SINFRA - SECRETARIA DE ESTADO DE INFRAESTRUTURA E LOGÍSTICA — [23, 85, 221, 101]
notice-signature — [455, 1421, 687, 1436]
notice-primavera — [234, 770, 447, 1204]
website-link[interactable]: www.estadaomatogrosso.com.br — [913, 31, 1088, 45]
notice-signature — [18, 895, 226, 910]
table-value: Dia: 30 DE JUNHO DE 2025 ou no primeiro dia útil subsequente, no mesmo local e hora, na hipótese de não haver expediente na Assembleia Legislativa do Estado de Mato Grosso. Hora de Sessão: 10h00 – Horário de BRASÍLIA/DF. Todas as referências de tempo neste Edital, no aviso e durante a sessão pública observarão o horário de Brasília/DF. — [375, 157, 759, 182]
notice-signature — [899, 1253, 1082, 1268]
notice-header — [776, 78, 1082, 101]
line: Agente de contratação — [75, 1844, 169, 1855]
notice-planalto-pregao — [234, 1716, 447, 2052]
ad-casa-dos-vidros[interactable] — [695, 1384, 1088, 1648]
ad-contact — [885, 1582, 1083, 1631]
notice-signature — [18, 1142, 226, 1157]
ad-headline-line-1: Espelhos deixam — [894, 1467, 1074, 1492]
notice-header — [240, 1721, 441, 1743]
line: GOVERNO DO ESTADO DE MATO GROSSO — [51, 503, 193, 510]
table-key: LOCAL: — [241, 183, 376, 193]
notice-almt-pregao — [234, 73, 766, 323]
notice-signature — [455, 471, 760, 486]
line: CHAMAMENTO PÚBLICO Nº 03/2025. — [522, 782, 693, 793]
notice-body: A Prefeitura Municipal de Araputanga-MT, através da sua Comissão Contratação, torna público, aos interessados, que o julgamento do certame supracitado, com abertura da proposta no dia 29/05/2025, para a Contratação de Pessoa Jurídica Especializada em Prestação de Serviço de Exames Laboratoriais para atender as demandas da Secretaria Municipal de Saúde, resultou no credenciamento das empresas: DOUGLAS DA CUNHA BARROS ME inscrito sob o CNPJ nº 17.194.877/0001-63; LABORATÓRIO ARAPUTANGA LTDA inscrito sob o CNPJ nº 09.951.293/0001-92; S. M. DE OLIVEIRA ANÁLISES CLÍNICAS LTDA inscrito sob o CNPJ nº 36.903.292/0001-10. Informa aos interessados que os autos do certame ficam desde já disponíveis para exame de quaisquer interessados. Araputanga-MT, 12 de junho de 2025. — [455, 594, 760, 661]
ad-badge-top: anuncie — [975, 1672, 1045, 1698]
notice-denemeck — [234, 1206, 447, 1324]
table-footer-cell: ME/EPP — [241, 246, 376, 256]
notice-body: A PROCURADORIA GERAL DO ESTADO - PGE/MT torna público que realizará no dia 01/07/2025 às 09:00h (Horário Local de Cuiabá), licitação na modalidade Pregão Eletrônico, tipo menor preço, Adjudicação por Lote Único, tendo como OBJETO a "contratação de pessoa jurídica especializada para a prestação de serviços de segmentação de devedores, com a fixação de parâmetros eficientes que propiciem a cobrança administrativa dos débitos inscritos em dívida ativa; inclusão de devedores em cadastros de inadimplentes para a efetivação de medidas e ações que auxiliem e apoiem a cobrança extrajudicial, sob demanda, proporcionando a efetiva implantação e operacionalização da cobrança extrajudicial, bem como serviços de enriquecimento cadastral, no âmbito da Procuradoria-Geral do Estado de Mato Grosso" conforme especificações e condições técnicas constantes no Edital e em seus anexos. LANÇAMENTO E ENVIO DA(S) PROPOSTA(S) NO SIAG: entre os dias 16/06/2025 a 01/07/2025, período integral, exceto quando não da da abertura da sessão, quando o horário máximo de aceitação será em até 08h59min (HORÁRIO DE CUIABÁ). ABERTURA DAS PROPOSTAS E INÍCIO DA SESSÃO: no dia 01/07/2025 às 09:00 horas (HORÁRIO DE CUIABÁ), através do endereço http://aquisicoes.seplag.mt.gov.br/. EDITAL: Disponibilizado no Portal de Aquisições da SEPLAG http://aquisicoes.seplag.mt.gov.br/, no Portal Transparência da PGE em www.pge.mt.gov.br. INFORMAÇÕES: pelo email: pregao@seplag.mt.gov.br – tel. (65) 99214-5804. O processo estará disponível na Secretaria de Estado Planejamento e Gestão – Superintendência de Aquisições Governamentais – SAGI/SEPLAG, no Centro Político e Administrativo, Cuiabá-MT de segunda a sexta-feira em horário de expediente da SEPLAG (08h00min às 12h00min e 13h00min às 17h00min – horário de Cuiabá). Cuiabá-MT, 12 de junho de 2025. — [776, 266, 1082, 414]
line: Pregoeiro — [326, 614, 355, 622]
line: Secretário Municipal de Administração — [872, 165, 986, 173]
line: Benjamim da Silva Queiroz — [300, 607, 381, 615]
notice-nick-agropecuaria — [234, 1326, 447, 1532]
notice-header — [455, 1657, 923, 1679]
notice-list-title: RELAÇÃO DAS EMPRESAS NOTIFICADAS — [538, 443, 677, 451]
notice-eletrotecnica — [449, 1270, 693, 1326]
line: PROCESSO Nº SINFRA-PRO-2024/17626 — [56, 534, 188, 542]
line: PREGÃO ELETRÔNICO Nº 021/2025 — [282, 790, 399, 798]
notice-header — [899, 1135, 1082, 1166]
line: REQUERIMENTO DE LICENCIAMENTO AMBIENTAL SIMPLIFICADA — [536, 1668, 842, 1679]
line: AVISO DE LICITAÇÃO - PREGÃO ELETRÔNICO Nº 027/2025 — [833, 93, 1025, 101]
masthead — [12, 8, 1088, 54]
line: (Processo Administrativo n.º 038/2025) — [33, 1503, 211, 1514]
notice-body: A empresa CHICARELLI E SEBA LTDA, CNPJ 15.012.388/0001-52 torna público que requereu junto a Secretaria Estadual de Meio Ambiente - SEMA a Renovação da Licença de Operação, para atividade "Autorização para fertirrigação", com o efluente tratado, instalado na Rodovia BR 364 S/N, zona rural, 15 km do viaduto sentido Pedra Preta, Rondonópolis/MT. — [455, 1135, 687, 1172]
notice-signature — [18, 278, 226, 316]
line: AVISO DE RESULTADO - INEXIGIBILIDADE DE LICITAÇÃO Nº 009/2025 — [493, 576, 722, 584]
notice-body: Serviço Nacional de Aprendizagem Rural do Estado de Mato Grosso-SENAR/MT, CNPJ 04.264.173/0001-78, torna público que requereu a Prefeitura Municipal de Tangará da Serra, por meio da Secretaria Municipal de Meio Ambiente –SEMMEA o Requerimento da Licença Ambiental Simplificada - LAS para a instalação da Estação de Tratamento de Efluente (ETE) no centro de Excelência de Tangará da Serra, fora de APP, Situada na av. André Antônio Maggi, nº. 2930 W, Perímetro urbano, CEP 78.300-000, município de Tangará da Serra- MT. Responsável Técnico - Caio Julio Cézar Alves Dos Prazeres – contato por telefone nos seguintes números (81) 9686-8456/ (65) 3928-4843 — [455, 1681, 923, 1779]
notice-nova-brasilandia — [449, 1328, 693, 1466]
line: AVISO DE RESULTADO DA LICITAÇÃO — [59, 101, 185, 109]
line: GOVERNO DO ESTADO DE MATO GROSSO — [920, 1135, 1061, 1142]
line: SECRETARIA MUNICIPAL DE ECONOMIA — [540, 356, 675, 364]
line: Secretário de Estado de Infraestrutura e Logística — [917, 1260, 1064, 1268]
line: ESTADO DE MATO GROSSO — [561, 341, 654, 348]
notice-signature — [455, 1561, 687, 1576]
notice-header — [455, 561, 760, 592]
notice-signature — [776, 417, 1082, 455]
line: AVISO DE REABERTURA DE LICITAÇÃO — [56, 1024, 188, 1032]
table-value: O Edital e a documentação que o acompanha poderão ser obtidos mediante por download no portal Transparência no endereço: www.al.mt.gov.br ou no portal de compras do Governo Federal: www.gov.br/compras — [375, 229, 759, 247]
ad-badge-main: CONOSCO — [953, 1692, 1070, 1725]
megaphone-icon — [974, 1753, 1054, 1863]
table-key: TIPO: — [241, 147, 376, 157]
notice-rondonopolis-chamamento — [449, 744, 766, 1128]
line: SINFRA - SECRETARIA DE ESTADO DE INFRAESTRUTURA E LOGÍSTICA — [927, 1142, 1054, 1158]
line: PREGÃO ELETRÔNICO Nº 025/2025 - EDITAL RESUMIDO — [479, 1488, 663, 1496]
line: Cláudio Ferreira de Souza — [890, 942, 968, 950]
line: PREFEITURA MUNICIPAL DE PLANALTO DA SERRA-MT — [20, 1459, 224, 1481]
notice-list: RAZÃO SOCIAL- CADASTRO MOBILIÁRIO- NÚMERO NAI: FUNDO ESTADUAL DE ASSISTÊNCIA-SOCIAL/FEAS - 82249 – 689/2019 – 690/2019. Cuiabá – MT, 11 de Junho de 2025. — [455, 453, 760, 468]
notice-body: FUNDO DE ARRENDAMENTO RESIDENCIAL, CNPJ: 03.190.167/0001-50, torna público que está requerendo a Secretaria de Estado de Meio Ambiente - SEMA a Licença de Operação para a atividade de "Condomínio Habitacional Vertical, denominado" Parque Residencial Celina Bezerra", localizado na avenida A, Lotes 9, 10, 11, 12, 14 Condomínios, 04, 05, 06 e 07, Loteamento Parque Celina Bezerra, Município de Rondonópolis/MT, coordenadas geográficas -LAT: 16°27'11.67" S e 54°32'36.39" W. — [455, 1205, 687, 1257]
table-value: POR ITEM — [375, 147, 759, 157]
line: AVISO DE LICITAÇÃO — [72, 1481, 172, 1492]
notice-body: A Secretaria de Estado de Infraestrutura e Logística - SINFRA, torna público que requereu junto a Secretaria de Estado do Meio Ambiente (SEMA-MT) a Solicitação de Licença Ambiental Simplificada (LAS) da Obra de Pavimentação da Rodovia Estadual MT-326/240, Trecho: MT - 326, Rio Água Preta/Início P.U. Nova Nazaré: MT – 326, Fim P.U. Nova Nazaré/Entr. MT – 240: MT - 240, Entr. MT-326/Entr. BR-158 (Água Boa), Código SRE: 326EMT0020/326EMT0025/326EMT0028/326EMT0030/326EMT0032/240EMT0010/240EMT0020, com extensão de 84,79 km, nos municípios de Água Boa, Nova Nazaré e Cocalinho/MT. — [899, 1168, 1180, 1250]
line: Rondonópolis-MT, 12 de junho de 2025. — [526, 1041, 689, 1052]
notice-body: AGROVENCI - COMERCIO, IMPORTAÇÃO, EXPORTAÇÃO E AGROPECUARIA LTDA, CNPJ Nº 05.197.599/0001-19, torna público que requereu junto a Secretaria Municipal de Agricultura, e Meio Ambiente (SMAMA), de Campo Verde-MT, a Licença Prévia (LP), a Licença de Instalação (LI) e a Licença de Operação (LO), para atividade de "comércio atacadista de defensivos agrícolas, adubos, fertilizantes e corretivos do solo com depósito no local", com localização na Avenida Nelson Camilo Fernandes, Nº 3.200, Distrito Industrial II, Campo Verde/MT. Não foi determinado Estudo de Impacto Ambiental. — [240, 1539, 441, 1687]
line: EDITAL DE CREDENCIAMENTO — [535, 771, 680, 782]
table-footer-cell: NÃO — [703, 246, 760, 256]
